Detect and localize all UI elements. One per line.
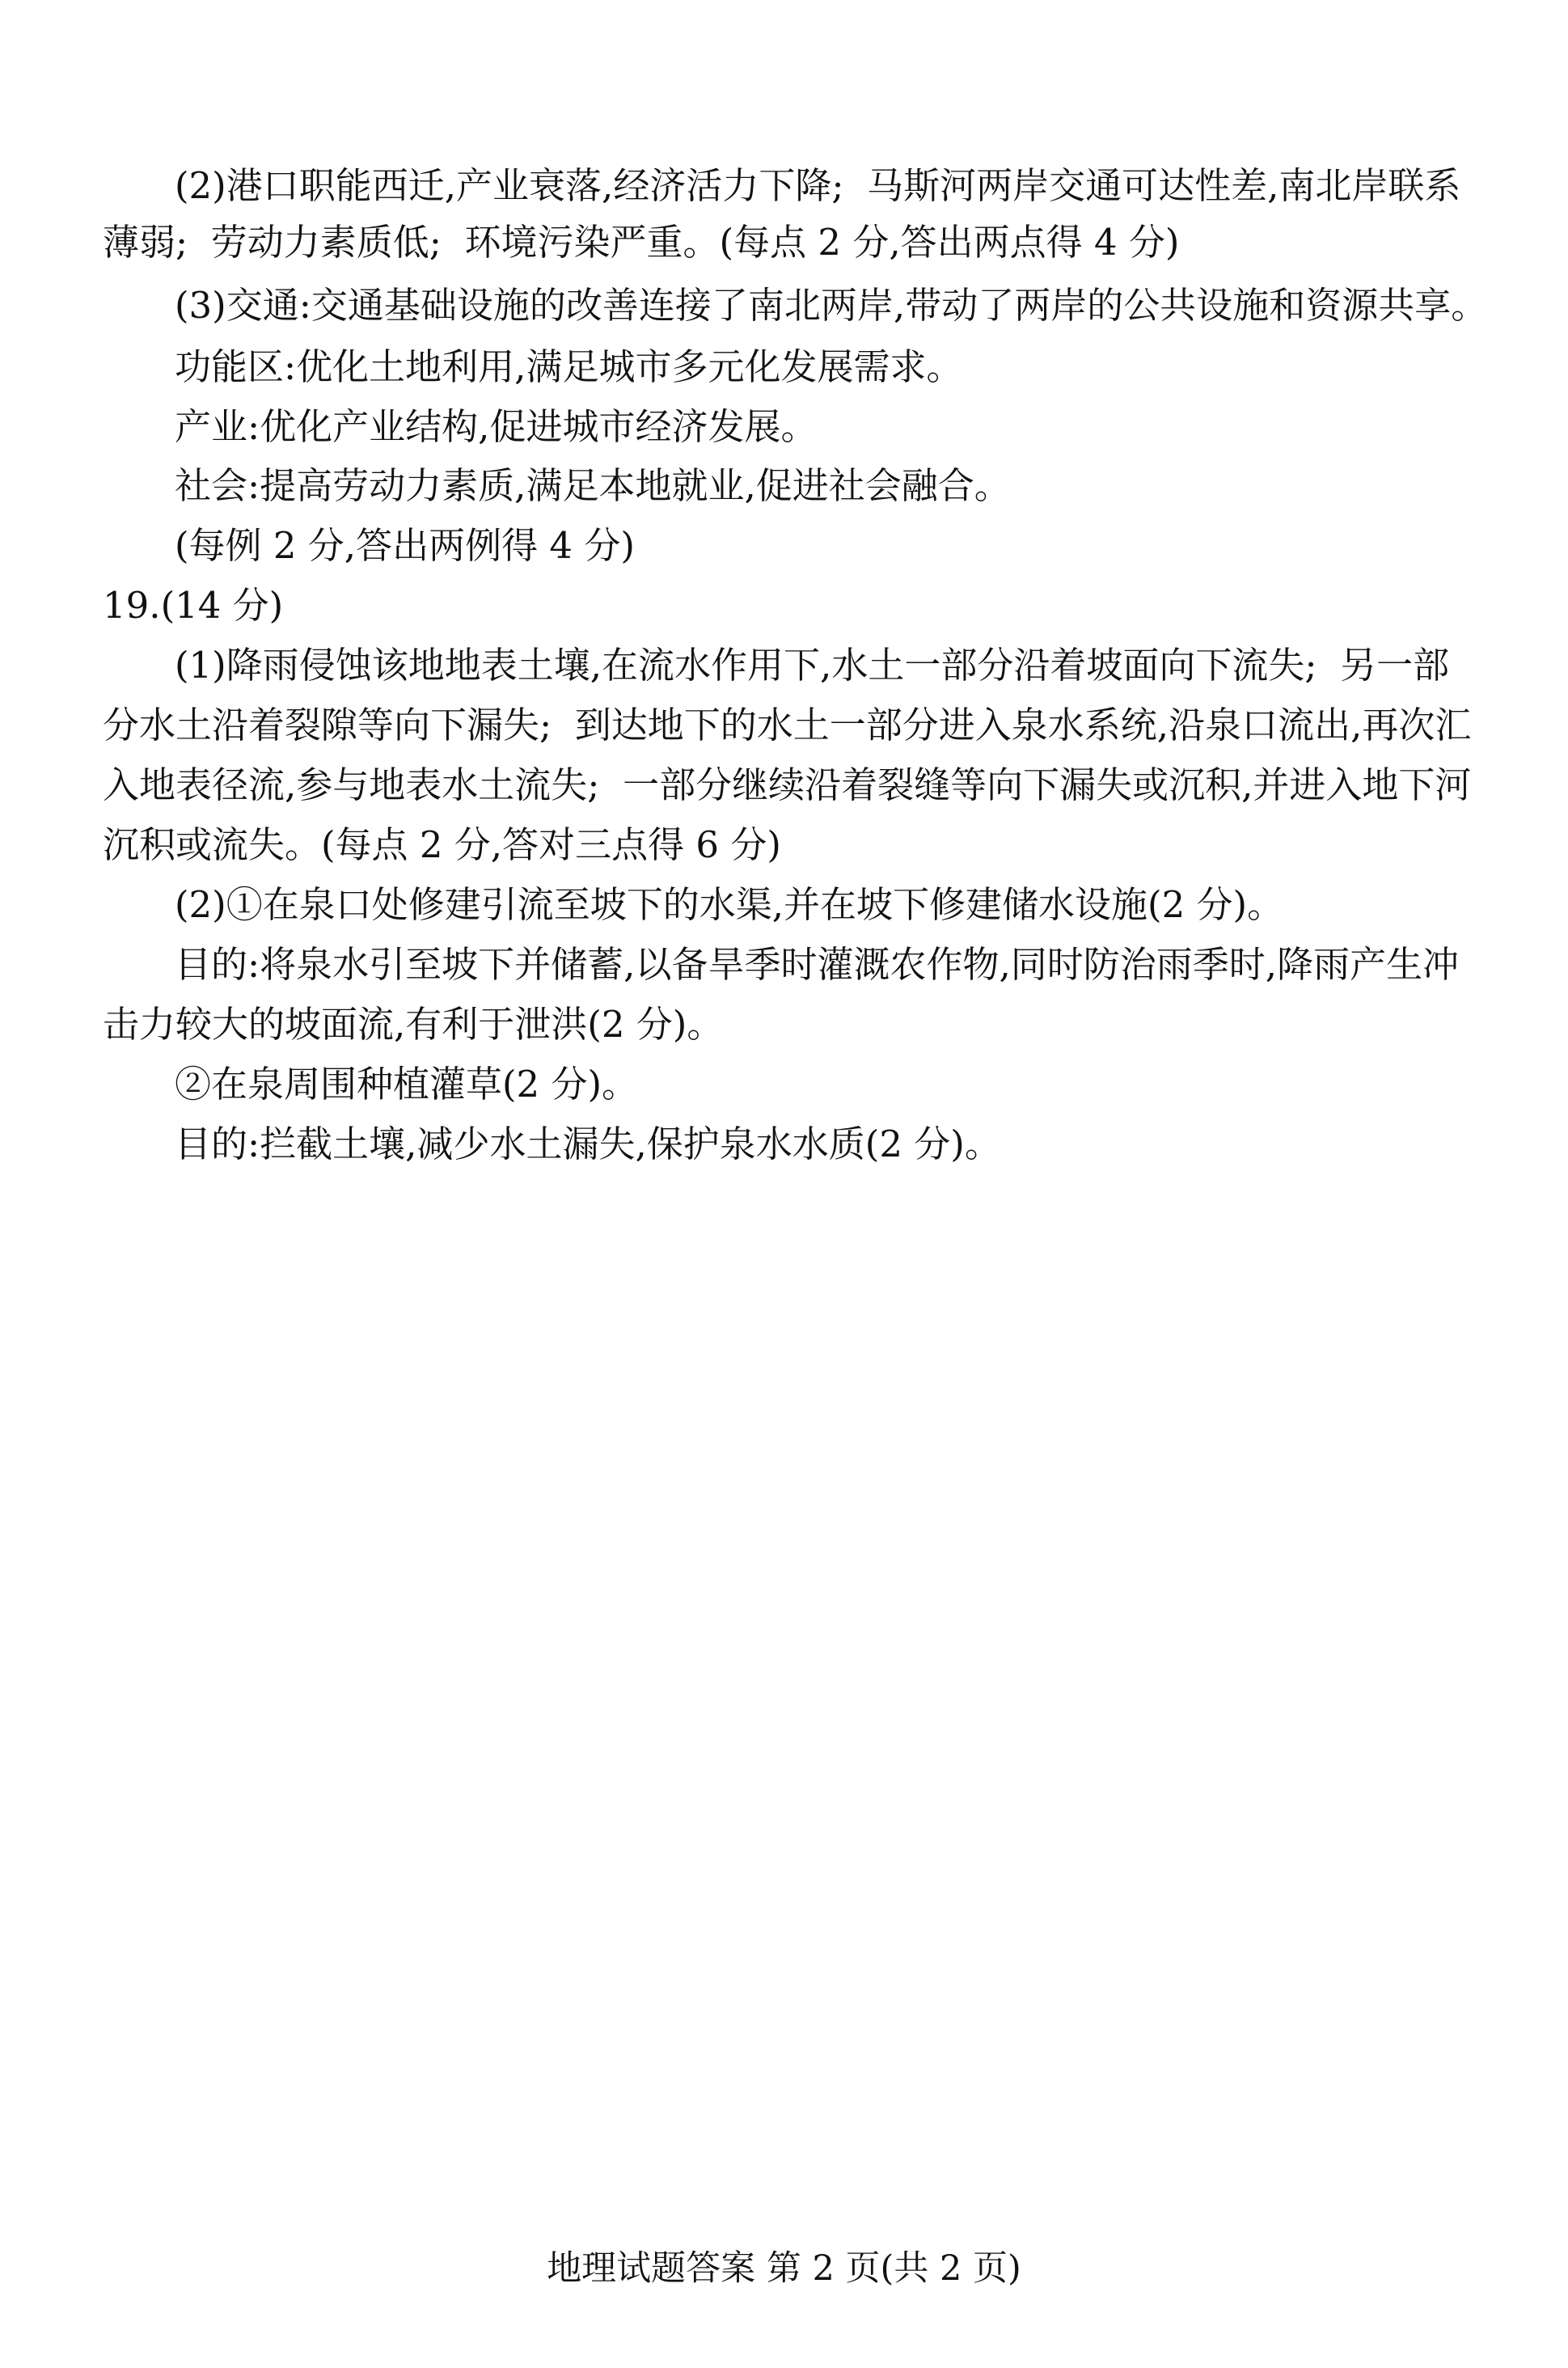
text-line: (2)①在泉口处修建引流至坡下的水渠,并在坡下修建储水设施(2 分)。 — [175, 883, 1284, 926]
text-line: ②在泉周围种植灌草(2 分)。 — [175, 1063, 639, 1106]
text-line: 入地表径流,参与地表水土流失; 一部分继续沿着裂缝等向下漏失或沉积,并进入地下河 — [103, 763, 1472, 806]
text-line: 社会:提高劳动力素质,满足本地就业,促进社会融合。 — [175, 464, 1011, 507]
text-line: (3)交通:交通基础设施的改善连接了南北两岸,带动了两岸的公共设施和资源共享。 — [175, 284, 1488, 327]
text-line: (2)港口职能西迁,产业衰落,经济活力下降; 马斯河两岸交通可达性差,南北岸联系 — [175, 164, 1461, 207]
text-line: 产业:优化产业结构,促进城市经济发展。 — [175, 405, 818, 448]
text-line: 目的:拦截土壤,减少水土漏失,保护泉水水质(2 分)。 — [175, 1123, 1001, 1165]
question-number: 19.(14 分) — [103, 584, 284, 627]
text-line: (1)降雨侵蚀该地地表土壤,在流水作用下,水土一部分沿着坡面向下流失; 另一部 — [175, 644, 1450, 687]
page-footer: 地理试题答案 第 2 页(共 2 页) — [547, 2248, 1021, 2289]
text-line: (每例 2 分,答出两例得 4 分) — [175, 524, 635, 567]
text-line: 分水土沿着裂隙等向下漏失; 到达地下的水土一部分进入泉水系统,沿泉口流出,再次汇 — [103, 704, 1472, 746]
text-line: 功能区:优化土地利用,满足城市多元化发展需求。 — [175, 345, 963, 388]
text-line: 击力较大的坡面流,有利于泄洪(2 分)。 — [103, 1003, 724, 1046]
text-line: 沉积或流失。(每点 2 分,答对三点得 6 分) — [103, 823, 781, 866]
text-line: 目的:将泉水引至坡下并储蓄,以备旱季时灌溉农作物,同时防治雨季时,降雨产生冲 — [175, 943, 1460, 986]
text-line: 薄弱; 劳动力素质低; 环境污染严重。(每点 2 分,答出两点得 4 分) — [103, 221, 1180, 264]
